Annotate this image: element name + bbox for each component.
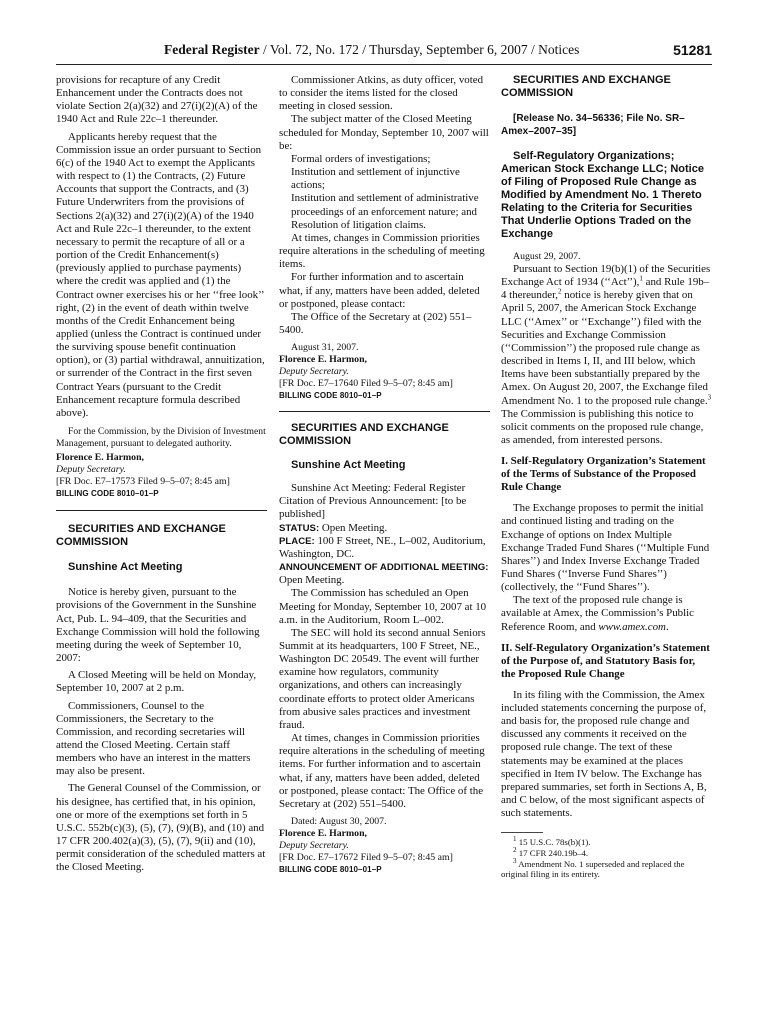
column-2 [279,74,490,876]
announcement-label: ANNOUNCEMENT OF ADDITIONAL MEETING: [279,562,489,574]
paragraph: Commissioner Atkins, as duty officer, voted to consider the items listed for the closed meeting in closed session. [279,74,484,113]
fr-doc-line: [FR Doc. E7–17573 Filed 9–5–07; 8:45 am] [56,476,230,488]
signer-title: Deputy Secretary. [279,366,349,378]
paragraph: The General Counsel of the Commission, or his designee, has certified that, in his opinion, one or more of the exemptions set forth in 5 U.S.C. 552b(c)(3), (5), (7), (9)(B), and (10) and 17 CFR 200.402(a)(3), (5), (7), 9(ii) and (10), permit consideration of the scheduled matters at the Closed Meeting. [56,782,266,874]
website-link[interactable]: www.amex.com [598,620,666,633]
billing-code: BILLING CODE 8010–01–P [279,865,382,875]
text-run: . [665,620,669,633]
paragraph: The subject matter of the Closed Meeting scheduled for Monday, September 10, 2007 will be: [279,113,489,152]
text-run: Pursuant to Section 19(b)(1) of the Securities Exchange Act of 1934 (‘‘Act’’), [501,263,711,289]
agency-heading: SECURITIES AND EXCHANGE COMMISSION [56,523,226,549]
agenda-item: Resolution of litigation claims. [291,218,426,231]
text-run: notice is hereby given that on April 5, 2007, the American Stock Exchange LLC (‘‘Amex’’ or ‘‘Exchange’’) filed with the Securities and Exchange Commission (‘‘Commission’’) the proposed rule change as described in Items I, II, and III below, which Items have been substantially prepared by the Amex. On August 20, 2007, the Exchange filed Amendment No. 1 to the proposed rule change. [501,289,708,407]
signer-name: Florence E. Harmon, [56,452,144,464]
agenda-item: Institution and settlement of injunctive actions; [291,166,460,192]
announcement-line [279,561,490,587]
date-line: August 29, 2007. [513,251,581,262]
announcement-value: Open Meeting. [279,574,345,587]
paragraph: A Closed Meeting will be held on Monday, September 10, 2007 at 2 p.m. [56,669,257,695]
footnote-ref[interactable]: 3 [707,392,712,401]
signer-title: Deputy Secretary. [279,840,349,852]
footnote [501,845,712,859]
paragraph: In its filing with the Commission, the Amex included statements concerning the purpose of, and basis for, the proposed rule change and discussed any comments it received on the proposed rule change. The text of these statements may be examined at the places specified in Item IV below. The Exchange has prepared summaries, set forth in Sections A, B, and C below, of the most significant aspects of such statements. [501,688,707,820]
text-run: The text of the proposed rule change is available at Amex, the Commission’s Public Reference Room, and [501,594,694,633]
billing-code: BILLING CODE 8010–01–P [56,489,159,499]
agenda-item: Formal orders of investigations; [291,152,431,165]
paragraph [501,594,712,633]
release-number: [Release No. 34–56336; File No. SR–Amex–2007–35] [501,113,685,137]
paragraph: At times, changes in Commission priorities require alterations in the scheduling of meeting items. [279,231,485,271]
column-3 [501,74,712,880]
paragraph: For further information and to ascertain what, if any, matters have been added, deleted or postponed, please contact: [279,271,480,310]
agenda-item: Institution and settlement of administrative proceedings of an enforcement nature; and [291,192,479,218]
paragraph: The Office of the Secretary at (202) 551–5400. [279,310,472,336]
status-label: STATUS: [279,522,320,534]
fr-doc-line: [FR Doc. E7–17672 Filed 9–5–07; 8:45 am] [279,852,453,864]
page-number: 51281 [673,42,712,58]
signer-name: Florence E. Harmon, [279,354,367,366]
header-rule [56,64,712,65]
paragraph: At times, changes in Commission priorities require alterations in the scheduling of meeting items. For further information and to ascertain what, if any, matters have been added, deleted or postponed, please contact: The Office of the Secretary at (202) 551–5400. [279,732,485,810]
status-line [279,522,490,535]
authority-note [56,426,267,449]
paragraph: The Commission has scheduled an Open Meeting for Monday, September 10, 2007 at 10 a.m. in the Auditorium, Room L–002. [279,587,487,626]
fr-doc-line: [FR Doc. E7–17640 Filed 9–5–07; 8:45 am] [279,378,453,390]
footnote-ref[interactable]: 2 [558,287,562,296]
footnote [501,837,712,848]
signer-title: Deputy Secretary. [56,464,126,476]
section-heading: II. Self-Regulatory Organization’s Statement of the Purpose of, and Statutory Basis for, the Proposed Rule Change [501,641,710,680]
paragraph: Applicants hereby request that the Commission issue an order pursuant to Section 6(c) of the 1940 Act to exempt the Applicants with respect to (1) the Contracts, (2) Future Accounts that support the Contracts, and (3) Future Underwriters from the provisions of Sections 2(a)(32) and 27(i)(2)(A) of the 1940 Act and Rule 22c–1 thereunder, to the extent necessary to permit the recapture of all or a portion of the Credit Enhancement(s) (previously applied to purchase payments) where the credit was applied and (1) the Contract owner exercises his or her ‘‘free look’’ right, (2) in the event of death within twelve months of the Credit Enhancement being applied (unless the Contract is continued under the surviving spouse benefit continuation option), or (3) partial withdrawal, annuitization, or surrender of the Contract in the first seven Contract Years (pursuant to the Credit Enhancement recapture formula described above). [56,130,265,419]
subject-heading: Sunshine Act Meeting [68,561,183,574]
date-line: Dated: August 30, 2007. [291,816,387,828]
paragraph: The SEC will hold its second annual Seniors Summit at its headquarters, 100 F Street, NE., Washington DC 20549. The event will further examine how regulators, community organizations, and others can increasingly coordinate efforts to protect older Americans from abusive sales practices and investment fraud. [279,626,486,731]
billing-code: BILLING CODE 8010–01–P [279,391,382,401]
footnote-ref[interactable]: 1 [639,274,643,283]
section-heading: I. Self-Regulatory Organization’s Statement of the Terms of Substance of the Proposed Rule Change [501,455,706,494]
footnote-text: 15 U.S.C. 78s(b)(1). [516,837,591,848]
agency-heading: SECURITIES AND EXCHANGE COMMISSION [501,74,671,99]
column-1 [56,74,267,875]
text-run: The Commission is publishing this notice to solicit comments on the proposed rule change, as amended, from interested persons. [501,407,704,447]
publication-name: Federal Register [164,42,260,57]
agency-heading: SECURITIES AND EXCHANGE COMMISSION [279,422,449,448]
date-line: August 31, 2007. [291,342,359,354]
status-value: Open Meeting. [319,521,388,534]
paragraph: Notice is hereby given, pursuant to the provisions of the Government in the Sunshine Act, Pub. L. 94–409, that the Securities and Exchange Commission will hold the following meeting during the week of September 10, 2007: [56,586,260,665]
place-label: PLACE: [279,535,315,547]
footnote [501,856,712,880]
paragraph: The Exchange proposes to permit the initial and continued listing and trading on the Exchange of options on Index Multiple Exchange Traded Fund Shares (‘‘Multiple Fund Shares’’) and Index Inverse Exchange Traded Fund Shares (‘‘Inverse Fund Shares’’) (collectively, the ‘‘Fund Shares’’). [501,502,710,594]
text-run: and Rule 19b–4 thereunder, [501,276,710,302]
paragraph: For the Commission, by the Division of Investment Management, pursuant to delegated authority. [56,426,266,449]
footnote-number: 2 [513,845,517,854]
running-title [164,42,579,58]
page-header [56,42,712,62]
signer-name: Florence E. Harmon, [279,828,367,840]
footnote-text: Amendment No. 1 superseded and replaced the original filing in its entirety. [501,858,685,880]
subject-heading: Sunshine Act Meeting [291,459,406,472]
place-line [279,535,490,561]
paragraph: Commissioners, Counsel to the Commissioners, the Secretary to the Commission, and recording secretaries will attend the Closed Meeting. Certain staff members who have an interest in the matters may also be present. [56,699,251,778]
footnote-number: 3 [513,856,517,865]
place-value: 100 F Street, NE., L–002, Auditorium, Washington, DC. [279,534,486,560]
notice-title: Self-Regulatory Organizations; American Stock Exchange LLC; Notice of Filing of Proposed Rule Change as Modified by Amendment No. 1 Thereto Relating to the Criteria for Securities That Underlie Options Traded on the Exchange [501,150,704,240]
issue-info: / Vol. 72, No. 172 / Thursday, September 6, 2007 / Notices [259,42,580,57]
footnote-number: 1 [513,835,517,844]
paragraph: Sunshine Act Meeting: Federal Register Citation of Previous Announcement: [to be published] [279,482,467,521]
footnotes [501,837,712,879]
footnote-text: 17 CFR 240.19b–4. [516,847,589,858]
paragraph: provisions for recapture of any Credit Enhancement under the Contracts does not violate Section 2(a)(32) and 27(i)(2)(A) of the 1940 Act and Rule 22c–1 thereunder. [56,74,258,126]
paragraph [501,263,712,447]
